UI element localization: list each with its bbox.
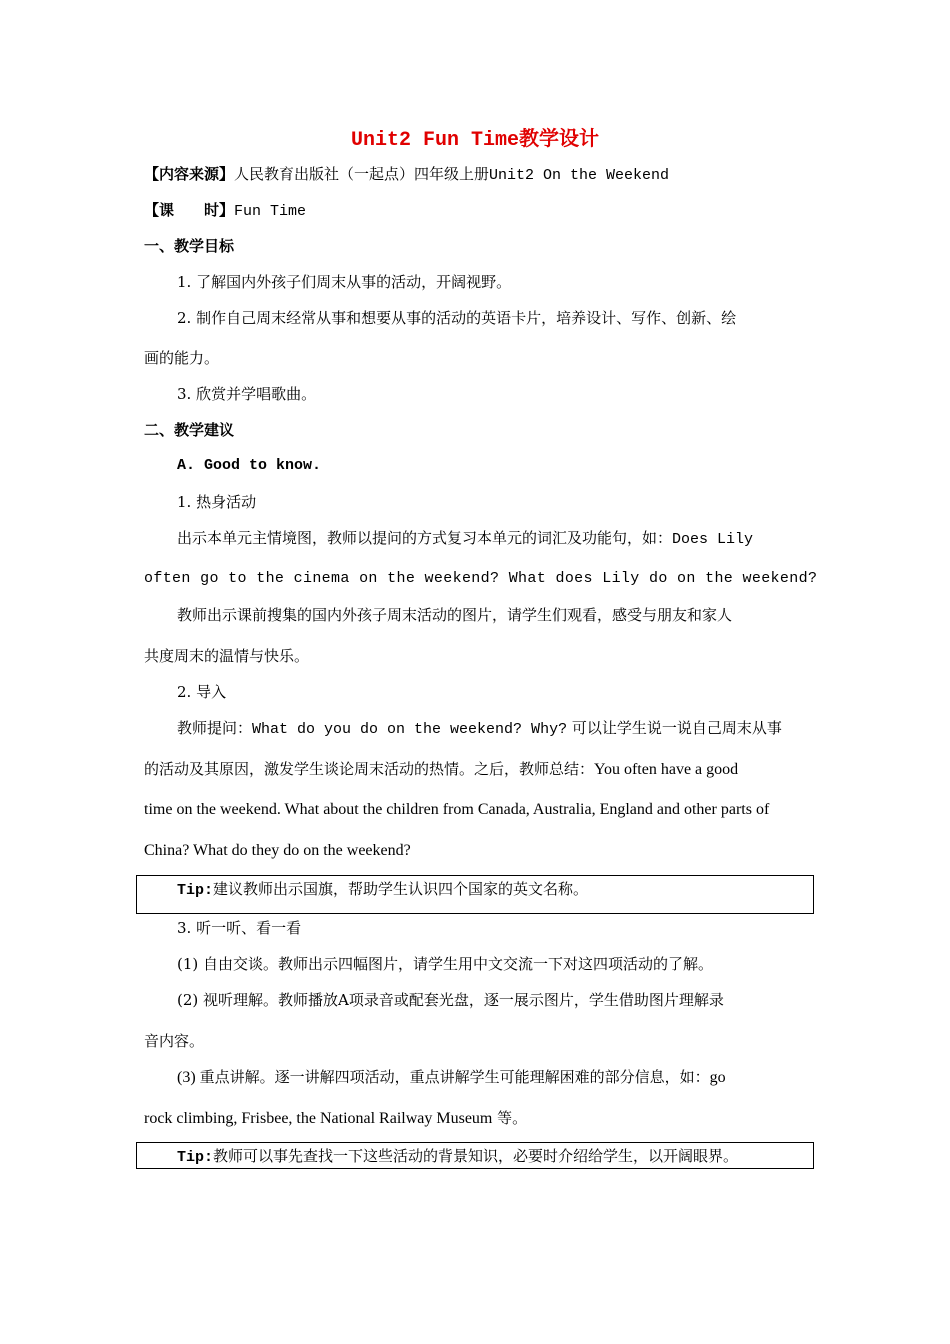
title-chinese: 教学设计 xyxy=(519,126,600,150)
warmup-paragraph-1-line-2: often go to the cinema on the weekend? What does Lily do on the weekend? xyxy=(144,570,818,587)
goal-item-1: 1. 了解国内外孩子们周末从事的活动，开阔视野。 xyxy=(177,273,512,291)
source-publisher: 人民教育出版社（一起点）四年级上册 xyxy=(234,165,490,183)
tip-2-label: Tip: xyxy=(177,1149,214,1166)
intro-paragraph-line-4: China? What do they do on the weekend? xyxy=(144,842,411,859)
goal-item-3: 3. 欣赏并学唱歌曲。 xyxy=(177,385,317,403)
intro-p-chinese-3: 的活动及其原因，激发学生谈论周末活动的热情。之后，教师总结： xyxy=(144,760,595,778)
warmup-p1-chinese: 出示本单元主情境图，教师以提问的方式复习本单元的词汇及功能句，如： xyxy=(177,529,673,547)
lesson-label: 【课 时】 xyxy=(144,201,235,219)
intro-p-english-summary: You often have a good xyxy=(594,761,739,778)
title-english: Unit2 Fun Time xyxy=(350,129,520,152)
warmup-paragraph-2-line-1: 教师出示课前搜集的国内外孩子周末活动的图片，请学生们观看，感受与朋友和家人 xyxy=(177,606,733,624)
listen-step-2-line-1: (2) 视听理解。教师播放A项录音或配套光盘，逐一展示图片，学生借助图片理解录 xyxy=(177,991,724,1009)
intro-heading: 2. 导入 xyxy=(177,683,227,701)
lesson-line xyxy=(144,200,306,222)
listen-step-1: (1) 自由交谈。教师出示四幅图片，请学生用中文交流一下对这四项活动的了解。 xyxy=(177,955,714,973)
intro-paragraph-line-1 xyxy=(177,718,782,740)
lesson-value: Fun Time xyxy=(234,203,307,220)
listen-step-3-english-2: rock climbing, Frisbee, the National Railway Museum xyxy=(144,1110,493,1127)
warmup-heading: 1. 热身活动 xyxy=(177,493,257,511)
source-label: 【内容来源】 xyxy=(144,165,235,183)
warmup-p1-english: Does Lily xyxy=(672,531,754,548)
source-line xyxy=(144,164,669,186)
warmup-paragraph-2-line-2: 共度周末的温情与快乐。 xyxy=(144,647,310,665)
listen-step-2-line-2: 音内容。 xyxy=(144,1032,205,1050)
tip-1-label: Tip: xyxy=(177,882,214,899)
listen-step-3-chinese: 重点讲解。逐一讲解四项活动，重点讲解学生可能理解困难的部分信息，如： xyxy=(199,1068,710,1086)
tip-2-text: 教师可以事先查找一下这些活动的背景知识，必要时介绍给学生，以开阔眼界。 xyxy=(213,1147,739,1165)
listen-step-3-line-1 xyxy=(177,1067,726,1088)
listen-step-3-line-2 xyxy=(144,1108,527,1129)
tip-1 xyxy=(177,879,588,901)
section-heading-goals: 一、教学目标 xyxy=(144,237,235,255)
section-heading-suggestions: 二、教学建议 xyxy=(144,421,235,439)
part-a-heading: A. Good to know. xyxy=(177,457,322,474)
warmup-paragraph-1-line-1 xyxy=(177,528,753,550)
document-title xyxy=(0,126,950,153)
tip-2 xyxy=(177,1146,738,1168)
intro-p-english-question: What do you do on the weekend? Why? xyxy=(252,721,568,738)
source-unit: Unit2 On the Weekend xyxy=(489,167,670,184)
listen-heading: 3. 听一听、看一看 xyxy=(177,919,302,937)
goal-item-2-line-1: 2. 制作自己周末经常从事和想要从事的活动的英语卡片，培养设计、写作、创新、绘 xyxy=(177,309,737,327)
intro-paragraph-line-3: time on the weekend. What about the children from Canada, Australia, England and other parts of xyxy=(144,801,770,818)
listen-step-3-english-1: go xyxy=(709,1069,726,1086)
tip-1-text: 建议教师出示国旗，帮助学生认识四个国家的英文名称。 xyxy=(213,880,589,898)
intro-p-chinese-1: 教师提问： xyxy=(177,719,253,737)
goal-item-2-line-2: 画的能力。 xyxy=(144,349,220,367)
intro-p-chinese-2: 可以让学生说一说自己周末从事 xyxy=(567,719,782,737)
intro-paragraph-line-2 xyxy=(144,759,738,780)
listen-step-3-chinese-end: 等。 xyxy=(492,1109,528,1127)
listen-step-3-number: (3) xyxy=(177,1069,200,1086)
